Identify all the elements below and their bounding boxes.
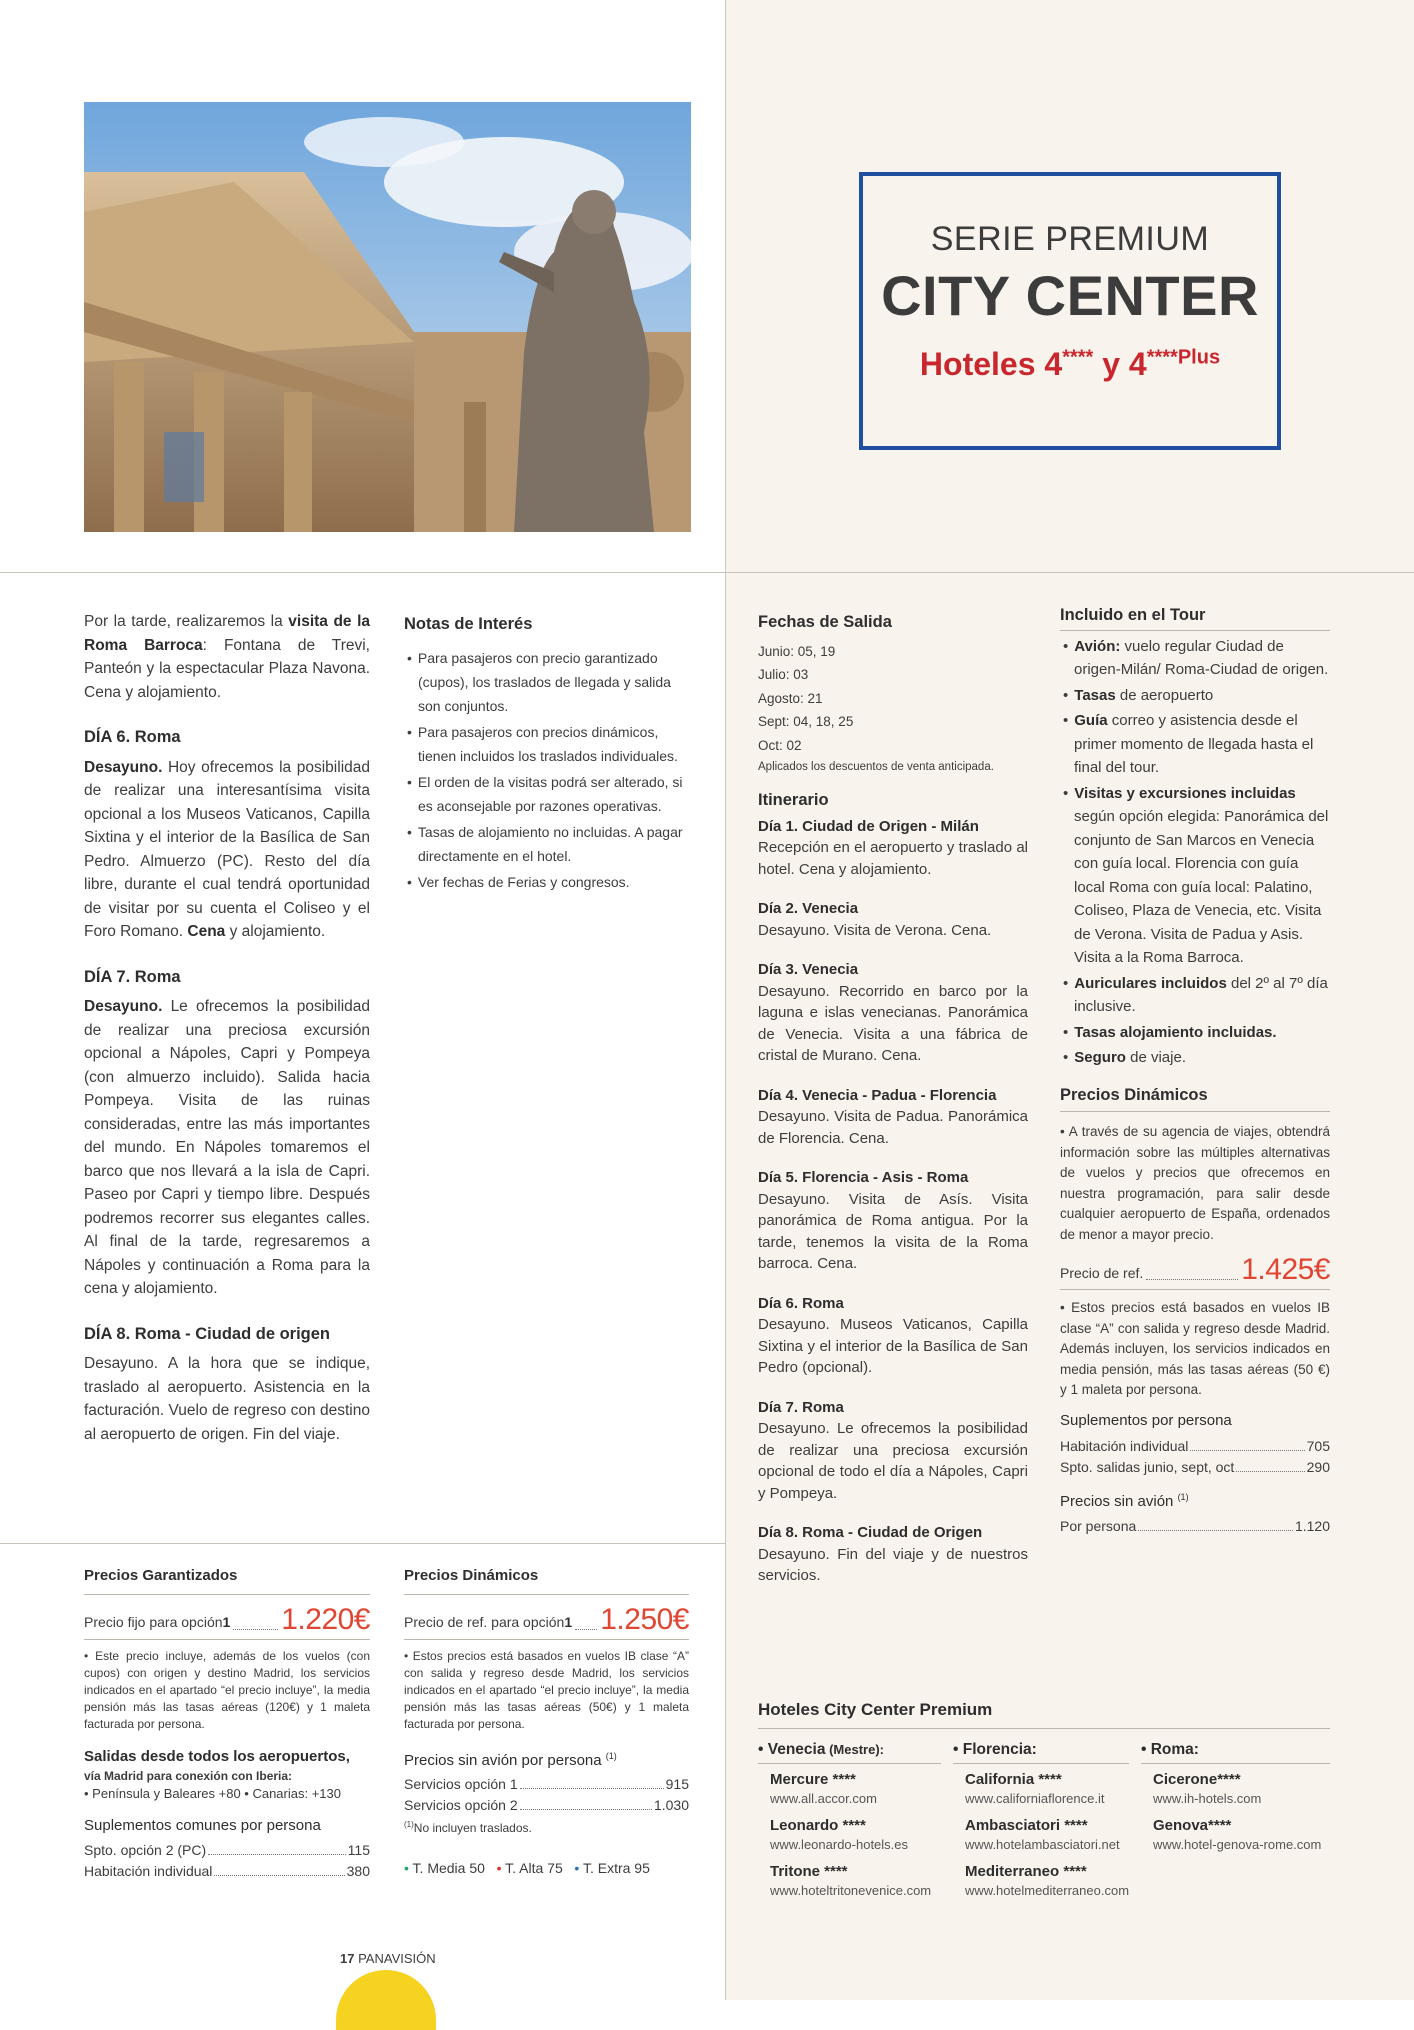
itinerary-day: Día 5. Florencia - Asis - Roma Desayuno. Visita de Asís. Visita panorámica de Roma antigua. Por la tarde, tenemos la visita de la Roma barroca. Cena. xyxy=(758,1169,1028,1272)
dynamic-price-row: Precio de ref. para opción 1 1.250€ xyxy=(404,1602,689,1636)
note-item: • El orden de la visitas podrá ser alterado, si es aconsejable por razones operativas. xyxy=(404,770,686,818)
included-item: • Auriculares incluidos del 2º al 7º día inclusive. xyxy=(1060,972,1330,1019)
day8-text: Desayuno. A la hora que se indique, traslado al aeropuerto. Asistencia en la facturación. Vuelo de regreso con destino al aeropuerto de origen. Fin del viaje. xyxy=(84,1355,370,1443)
day8-title: DÍA 8. Roma - Ciudad de origen xyxy=(84,1324,330,1343)
guaranteed-title: Precios Garantizados xyxy=(84,1564,370,1595)
page-tab-decoration xyxy=(336,1970,436,2030)
page-footer: 17 PANAVISIÓN xyxy=(340,1951,436,1966)
dynamic-title: Precios Dinámicos xyxy=(404,1564,689,1595)
dynamic-price: 1.250€ xyxy=(600,1602,689,1636)
no-flight-right-row: Por persona 1.120 xyxy=(1060,1517,1330,1534)
dynamic-note: • Estos precios está basados en vuelos IB clase “A” con salida y regreso desde Madrid, los servicios indicados en el apartado “el precio incluye”, la media pensión más las tasas aéreas (50€) y 1 maleta facturada por persona. xyxy=(404,1648,689,1731)
series-label: SERIE PREMIUM xyxy=(930,220,1210,258)
hotels-title: Hoteles City Center Premium xyxy=(758,1700,1330,1729)
note-item: • Ver fechas de Ferias y congresos. xyxy=(404,870,686,894)
itinerary-day: Día 3. Venecia Desayuno. Recorrido en barco por la laguna e islas venecianas. Panorámica de Venecia. Visita a una fábrica de cristal de Murano. Cena. xyxy=(758,961,1028,1064)
dynamic-right-price-row: Precio de ref. 1.425€ xyxy=(1060,1253,1330,1286)
itinerary-day: Día 6. Roma Desayuno. Museos Vaticanos, Capilla Sixtina y el interior de la Basílica de San Pedro (opcional). xyxy=(758,1294,1028,1376)
supplements-right-title: Suplementos por persona xyxy=(1060,1411,1232,1429)
notes-title: Notas de Interés xyxy=(404,615,533,633)
hotel-city-florencia: • Florencia: California **** www.californiaflorence.it Ambasciatori **** www.hotelambasciatori.net Mediterraneo **** www.hotelmediterraneo.com xyxy=(953,1741,1130,1898)
notes-column xyxy=(404,612,686,896)
itinerary-day: Día 1. Ciudad de Origen - Milán Recepción en el aeropuerto y traslado al hotel. Cena y alojamiento. xyxy=(758,817,1028,878)
salidas-title: Salidas desde todos los aeropuertos, xyxy=(84,1747,350,1765)
page-divider xyxy=(725,0,726,2000)
day6-text: Desayuno. Hoy ofrecemos la posibilidad de realizar una interesantísima visita opcional a los Museos Vaticanos, Capilla Sixtina y el interior de la Basílica de San Pedro. Almuerzo (PC). Resto del día libre, durante el cual tendrá oportunidad de visitar por su cuenta el Coliseo y el Foro Romano. Cena y alojamiento. xyxy=(84,758,370,940)
supplements-title: Suplementos comunes por persona xyxy=(84,1817,321,1834)
included-item: • Seguro de viaje. xyxy=(1060,1046,1330,1070)
itinerary-detail-column xyxy=(84,610,370,1460)
salidas-text: • Península y Baleares +80 • Canarias: +130 xyxy=(84,1786,341,1801)
horizontal-rule xyxy=(0,572,1414,573)
dates-title: Fechas de Salida xyxy=(758,613,892,631)
dynamic-right-note: • Estos precios está basados en vuelos IB clase “A” con salida y regreso desde Madrid. Además incluyen, los servicios indicados en media pensión, más las tasas aéreas (50 €) y 1 maleta por persona. xyxy=(1060,1300,1330,1397)
no-flight-note: $^{(1)}$No incluyen traslados. xyxy=(404,1820,532,1835)
dates-list: Junio: 05, 19 Julio: 03 Agosto: 21 Sept: 04, 18, 25 Oct: 02 xyxy=(758,643,854,753)
included-item: • Visitas y excursiones incluidas según opción elegida: Panorámica del conjunto de San Marcos en Venecia con guía local. Florencia con guía local Roma con guía local: Palatino, Coliseo, Plaza de Venecia, etc. Visita de Verona. Visita de Padua y Asis. Visita a la Roma Barroca. xyxy=(1060,782,1330,970)
notes-list xyxy=(404,646,686,894)
guaranteed-note: • Este precio incluye, además de los vuelos (con cupos) con origen y destino Madrid, los servicios indicados en el apartado “el precio incluye”, la media pensión más las tasas aéreas (120€) y 1 maleta facturada por persona. xyxy=(84,1648,370,1731)
no-flight-row: Servicios opción 1 915 xyxy=(404,1776,689,1792)
supplement-row: Spto. opción 2 (PC) 115 xyxy=(84,1841,370,1858)
itinerary-day: Día 8. Roma - Ciudad de Origen Desayuno. Fin del viaje y de nuestros servicios. xyxy=(758,1524,1028,1584)
note-item: • Tasas de alojamiento no incluidas. A pagar directamente en el hotel. xyxy=(404,820,686,868)
supplement-right-row: Spto. salidas junio, sept, oct 290 xyxy=(1060,1459,1330,1475)
hotel-category: Hoteles 4**** y $4^{****Plus}$ xyxy=(919,346,1221,382)
dates-itinerary-column xyxy=(758,612,1028,1587)
no-flight-row: Servicios opción 2 1.030 xyxy=(404,1797,689,1813)
note-item: • Para pasajeros con precios dinámicos, tienen incluidos los traslados individuales. xyxy=(404,720,686,768)
included-item: • Guía correo y asistencia desde el primer momento de llegada hasta el final del tour. xyxy=(1060,709,1330,780)
included-item: • Tasas de aeropuerto xyxy=(1060,684,1330,708)
included-list xyxy=(1060,635,1330,1070)
dynamic-prices-box xyxy=(404,1564,689,1881)
st-peter-statue-photo xyxy=(84,102,691,532)
hotels-section xyxy=(758,1700,1330,1900)
dates-note: Aplicados los descuentos de venta anticipada. xyxy=(758,761,994,773)
included-item: • Tasas alojamiento incluidas. xyxy=(1060,1021,1330,1045)
dynamic-right-title: Precios Dinámicos xyxy=(1060,1084,1330,1113)
included-title: Incluido en el Tour xyxy=(1060,604,1330,631)
itinerary-day: Día 2. Venecia Desayuno. Visita de Verona. Cena. xyxy=(758,900,992,939)
itinerary-day: Día 4. Venecia - Padua - Florencia Desayuno. Visita de Padua. Panorámica de Florencia. Cena. xyxy=(758,1086,1028,1147)
guaranteed-price-row: Precio fijo para opción 1 1.220€ xyxy=(84,1602,370,1636)
dynamic-right-price: 1.425€ xyxy=(1241,1253,1330,1286)
hotel-city-roma: • Roma: Cicerone**** www.ih-hotels.com Genova**** www.hotel-genova-rome.com xyxy=(1141,1741,1330,1900)
series-title: CITY CENTER xyxy=(881,264,1259,327)
guaranteed-price: 1.220€ xyxy=(281,1602,370,1636)
intro-paragraph: Por la tarde, realizaremos la visita de la Roma Barroca: Fontana de Trevi, Panteón y la espectacular Plaza Navona. Cena y alojamiento. xyxy=(84,613,371,701)
supplement-right-row: Habitación individual 705 xyxy=(1060,1438,1330,1454)
itinerary-day: Día 7. Roma Desayuno. Le ofrecemos la posibilidad de realizar una preciosa excursión opcional de todo el día a Nápoles, Capri y Pompeya. xyxy=(758,1398,1028,1502)
dynamic-right-intro: • A través de su agencia de viajes, obtendrá información sobre las múltiples alternativas de vuelos y precios que ofrecemos en nuestra programación, para salir desde cualquier aeropuerto de España, ordenados de menor a mayor precio. xyxy=(1060,1124,1330,1242)
day7-text: Desayuno. Le ofrecemos la posibilidad de realizar una preciosa excursión opcional a Nápoles, Capri y Pompeya (con almuerzo incluido). Salida hacia Pompeya. Visita de las ruinas consideradas, entre las más importantes del mundo. En Nápoles tomaremos el barco que nos llevará a la isla de Capri. Paseo por Capri y tiempo libre. Después podremos recorrer sus elegantes calles. Al final de la tarde, regresaremos a Nápoles y continuación a Roma para la cena y alojamiento. xyxy=(84,998,370,1297)
no-flight-right-title: Precios sin avión $^{(1)}$ xyxy=(1060,1492,1189,1510)
itinerary-title: Itinerario xyxy=(758,791,829,809)
included-column xyxy=(1060,604,1330,1537)
included-item: • Avión: vuelo regular Ciudad de origen-Milán/ Roma-Ciudad de origen. xyxy=(1060,635,1330,682)
guaranteed-prices-box xyxy=(84,1564,370,1882)
salidas-sub: vía Madrid para conexión con Iberia: xyxy=(84,1769,293,1783)
hotels-columns xyxy=(758,1741,1330,1900)
hotel-city-venecia: • Venecia (Mestre): Mercure **** www.all.accor.com Leonardo **** www.leonardo-hotels.es Tritone **** www.hoteltritonevenice.com xyxy=(758,1741,953,1900)
season-legend: • T. Media 50 • T. Alta 75 • T. Extra 95 xyxy=(404,1860,650,1876)
day7-title: DÍA 7. Roma xyxy=(84,967,181,986)
series-title-box xyxy=(859,172,1281,450)
no-flight-title: Precios sin avión por persona $^{(1)}$ xyxy=(404,1750,617,1769)
note-item: • Para pasajeros con precio garantizado (cupos), los traslados de llegada y salida son conjuntos. xyxy=(404,646,686,718)
horizontal-rule-lower xyxy=(0,1543,726,1544)
day6-title: DÍA 6. Roma xyxy=(84,728,181,746)
supplement-row: Habitación individual 380 xyxy=(84,1862,370,1879)
